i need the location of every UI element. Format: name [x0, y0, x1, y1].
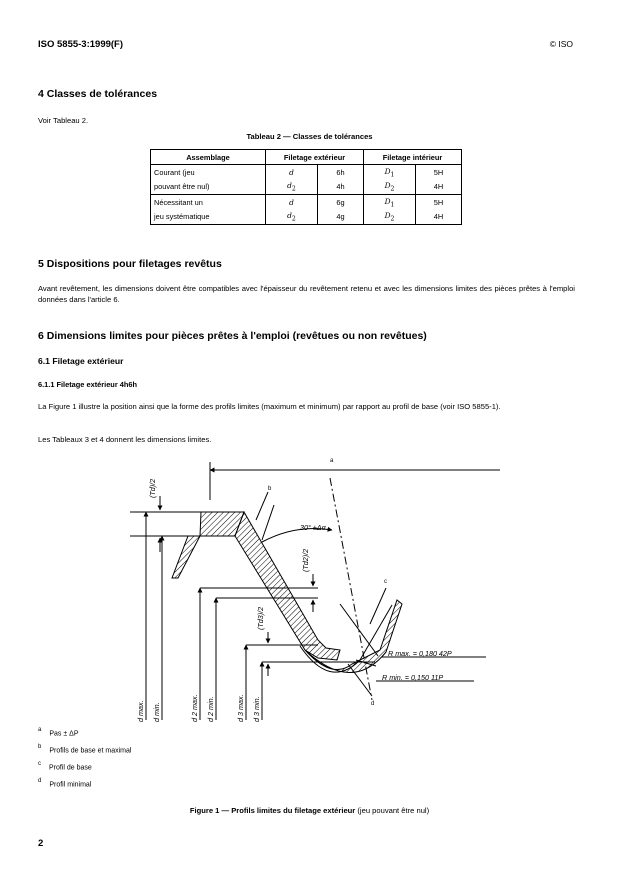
label-d-max: d max. [136, 700, 145, 722]
label-td3: (Td3)/2 [256, 606, 265, 630]
section-6-para-2: Les Tableaux 3 et 4 donnent les dimensions limites. [38, 435, 212, 444]
figure-1-caption: Figure 1 — Profils limites du filetage extérieur (jeu pouvant être nul) [189, 806, 430, 815]
cell-ext-symbol: $d_2$ [266, 210, 318, 225]
cell-ext-symbol: $d_2$ [266, 180, 318, 195]
copyright: © ISO [549, 39, 573, 49]
footnote-d: $^d$Profil minimal [38, 778, 92, 789]
cell-int-class: 5H [416, 195, 462, 210]
page-number: 2 [38, 838, 44, 849]
cell-ext-class: 6h [318, 165, 364, 180]
cell-assemblage: Courant (jeu [151, 165, 266, 180]
flank-tolerance-zone [235, 512, 340, 660]
document-id: ISO 5855-3:1999(F) [38, 39, 124, 50]
label-c: c [384, 579, 387, 585]
label-d-min: d min. [152, 702, 161, 722]
cell-ext-class: 4h [318, 180, 364, 195]
cell-int-symbol: $D_1$ [364, 195, 416, 210]
label-b: b [268, 486, 272, 492]
section-5-text: Avant revêtement, les dimensions doivent être compatibles avec l'épaisseur du revêtement retenu et avec les dimensions limites des pièces prêtes à l'emploi données dans l'article 6. [38, 284, 575, 304]
cell-int-symbol: $D_1$ [364, 165, 416, 180]
cell-int-class: 5H [416, 165, 462, 180]
label-d3-min: d 3 min. [252, 696, 261, 722]
left-flank-zone [172, 536, 200, 578]
section-4-text: Voir Tableau 2. [38, 116, 89, 125]
col-assemblage: Assemblage [151, 150, 266, 165]
label-d: d [371, 701, 375, 707]
cell-assemblage: jeu systématique [151, 210, 266, 225]
cell-ext-class: 6g [318, 195, 364, 210]
label-td: (Td)/2 [148, 478, 157, 498]
section-6-1-1-title: 6.1.1 Filetage extérieur 4h6h [38, 380, 137, 389]
label-d2-min: d 2 min. [206, 696, 215, 722]
cell-int-symbol: $D_2$ [364, 180, 416, 195]
section-5-title: 5 Dispositions pour filetages revêtus [38, 258, 222, 270]
label-rmin: R min. = 0,150 11P [382, 673, 444, 682]
label-d3-max: d 3 max. [236, 694, 245, 722]
table-2-caption: Tableau 2 — Classes de tolérances [246, 132, 373, 141]
cell-ext-class: 4g [318, 210, 364, 225]
section-6-1-title: 6.1 Filetage extérieur [38, 356, 124, 366]
leader-b [256, 492, 268, 520]
col-filetage-exterieur: Filetage extérieur [266, 150, 364, 165]
footnote-a: $^a$Pas ± ΔP [38, 727, 79, 738]
cell-assemblage: pouvant être nul) [151, 180, 266, 195]
section-6-para-1: La Figure 1 illustre la position ainsi que la forme des profils limites (maximum et minimum) par rapport au profil de base (voir ISO 5855-1). [38, 402, 501, 411]
cell-int-class: 4H [416, 180, 462, 195]
cell-int-class: 4H [416, 210, 462, 225]
section-6-title: 6 Dimensions limites pour pièces prêtes à l'emploi (revêtues ou non revêtues) [38, 330, 427, 342]
section-4-title: 4 Classes de tolérances [38, 88, 158, 100]
cell-ext-symbol: d [266, 195, 318, 210]
label-d2-max: d 2 max. [190, 694, 199, 722]
cell-assemblage: Nécessitant un [151, 195, 266, 210]
label-a: a [330, 458, 334, 464]
label-angle: 30° ±Δα [300, 523, 326, 532]
footnote-c: $^c$Profil de base [38, 761, 92, 772]
label-td2: (Td2)/2 [301, 548, 310, 572]
cell-ext-symbol: d [266, 165, 318, 180]
leader-rmax [340, 604, 378, 656]
cell-int-symbol: $D_2$ [364, 210, 416, 225]
angle-reference-line [262, 505, 274, 540]
footnote-b: $^b$Profils de base et maximal [38, 744, 132, 755]
label-rmax: R max. = 0,180 42P [388, 649, 452, 658]
col-filetage-interieur: Filetage intérieur [364, 150, 462, 165]
